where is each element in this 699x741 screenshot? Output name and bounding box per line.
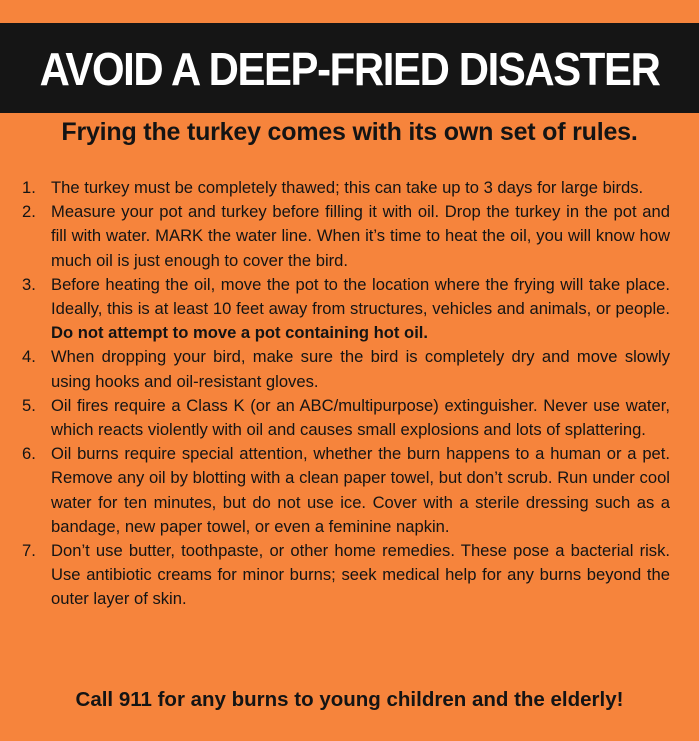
rule-item-5	[22, 394, 670, 442]
rule-number: 5.	[22, 395, 36, 415]
subtitle: Frying the turkey comes with its own set of rules.	[61, 118, 638, 146]
rule-text: Oil burns require special attention, whether the burn happens to a human or a pet. Remove any oil by blotting with a clean paper towel, but don’t scrub. Run under cool water for ten minutes, but do not use ice. Cover with a sterile dressing such as a bandage, new paper towel, or even a feminine napkin.	[51, 444, 670, 536]
rule-warning: Do not attempt to move a pot containing hot oil.	[51, 323, 429, 343]
rule-item-7	[22, 539, 670, 612]
rule-item-2	[22, 200, 670, 273]
rule-number: 6.	[22, 444, 36, 464]
rule-text: Before heating the oil, move the pot to the location where the frying will take place. Ideally, this is at least 10 feet away from structures, vehicles and animals, or people.	[51, 274, 670, 319]
rule-item-3	[22, 273, 670, 346]
rule-item-1	[22, 176, 670, 200]
rule-text: When dropping your bird, make sure the bird is completely dry and move slowly using hooks and oil-resistant gloves.	[51, 347, 670, 391]
rule-text: The turkey must be completely thawed; this can take up to 3 days for large birds.	[51, 178, 644, 197]
footer-warning: Call 911 for any burns to young children and the elderly!	[75, 688, 624, 711]
rule-number: 7.	[22, 541, 36, 561]
rule-number: 1.	[22, 178, 36, 197]
rule-number: 3.	[22, 274, 36, 294]
rule-text: Measure your pot and turkey before filling it with oil. Drop the turkey in the pot and fill with water. MARK the water line. When it’s time to heat the oil, you will know how much oil is just enough to cover the bird.	[51, 202, 670, 270]
rule-text-wrapper	[51, 273, 670, 346]
page-title: AVOID A DEEP-FRIED DISASTER	[39, 43, 660, 95]
rule-text: Oil fires require a Class K (or an ABC/multipurpose) extinguisher. Never use water, which reacts violently with oil and causes small explosions and lots of splattering.	[51, 395, 670, 440]
rule-item-4	[22, 345, 670, 393]
rule-item-6	[22, 442, 670, 539]
rules-list	[22, 176, 670, 612]
title-banner	[0, 23, 699, 113]
rule-number: 4.	[22, 347, 36, 367]
rule-text: Don’t use butter, toothpaste, or other home remedies. These pose a bacterial risk. Use antibiotic creams for minor burns; seek medical help for any burns beyond the outer layer of skin.	[51, 541, 670, 609]
rule-number: 2.	[22, 202, 36, 222]
